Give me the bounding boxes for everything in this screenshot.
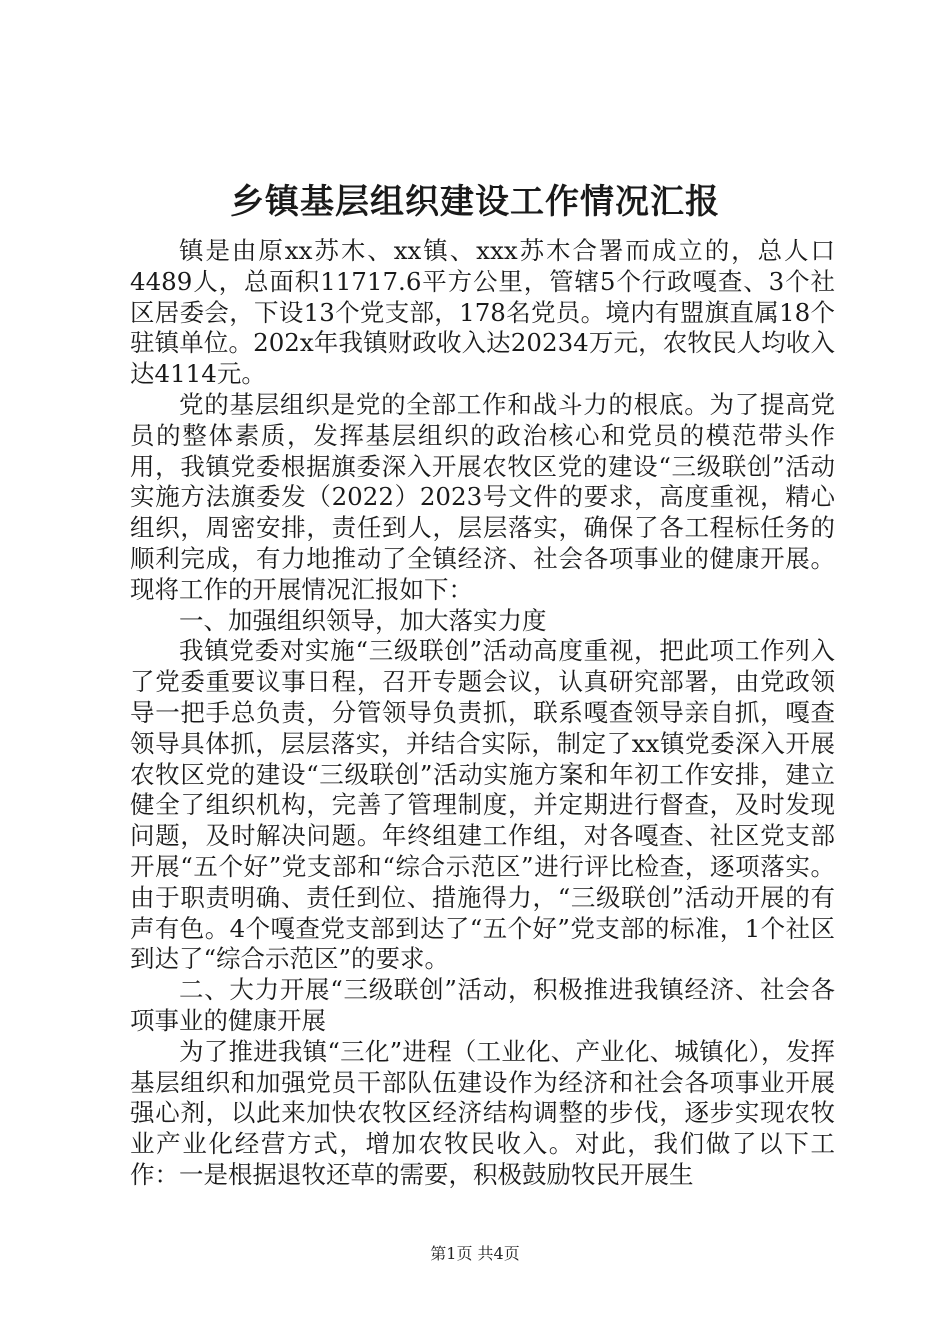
paragraph-intro: 镇是由原xx苏木、xx镇、xxx苏木合署而成立的，总人口4489人，总面积11717.6平方公里，管辖5个行政嘎查、3个社区居委会，下设13个党支部，178名党员。境内有盟旗直属18个驻镇单位。202x年我镇财政收入达20234万元，农牧民人均收入达4114元。	[130, 236, 835, 389]
section-heading-1: 一、加强组织领导，加大落实力度	[179, 605, 547, 635]
paragraph-section-2: 为了推进我镇“三化”进程（工业化、产业化、城镇化），发挥基层组织和加强党员干部队伍建设作为经济和社会各项事业开展强心剂，以此来加快农牧区经济结构调整的步伐，逐步实现农牧业产业化经营方式，增加农牧民收入。对此，我们做了以下工作：一是根据退牧还草的需要，积极鼓励牧民开展生	[130, 1036, 835, 1189]
page-number-footer: 第1页 共4页	[430, 1244, 520, 1263]
document-body	[130, 236, 835, 1191]
section-heading-2: 二、大力开展“三级联创”活动，积极推进我镇经济、社会各项事业的健康开展	[130, 975, 835, 1035]
document-title: 乡镇基层组织建设工作情况汇报	[230, 182, 720, 222]
paragraph-overview: 党的基层组织是党的全部工作和战斗力的根底。为了提高党员的整体素质，发挥基层组织的政治核心和党员的模范带头作用，我镇党委根据旗委深入开展农牧区党的建设“三级联创”活动实施方法旗委发（2022）2023号文件的要求，高度重视，精心组织，周密安排，责任到人，层层落实，确保了各工程标任务的顺利完成，有力地推动了全镇经济、社会各项事业的健康开展。现将工作的开展情况汇报如下：	[130, 389, 835, 604]
paragraph-section-1: 我镇党委对实施“三级联创”活动高度重视，把此项工作列入了党委重要议事日程，召开专题会议，认真研究部署，由党政领导一把手总负责，分管领导负责抓，联系嘎查领导亲自抓，嘎查领导具体抓，层层落实，并结合实际，制定了xx镇党委深入开展农牧区党的建设“三级联创”活动实施方案和年初工作安排，建立健全了组织机构，完善了管理制度，并定期进行督查，及时发现问题，及时解决问题。年终组建工作组，对各嘎查、社区党支部开展“五个好”党支部和“综合示范区”进行评比检查，逐项落实。由于职责明确、责任到位、措施得力，“三级联创”活动开展的有声有色。4个嘎查党支部到达了“五个好”党支部的标准，1个社区到达了“综合示范区”的要求。	[130, 636, 835, 974]
